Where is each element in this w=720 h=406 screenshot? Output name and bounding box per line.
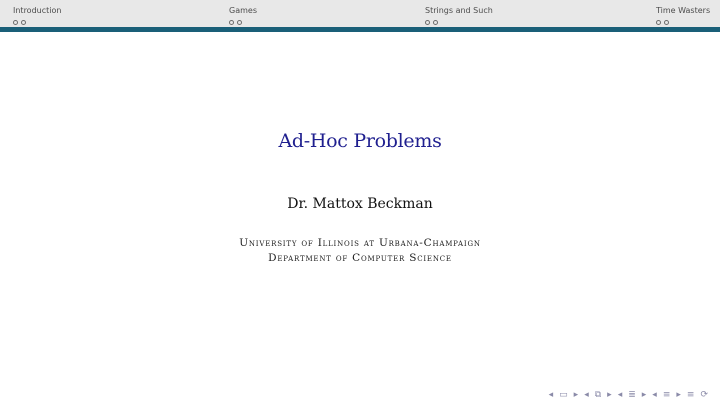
frame-dots — [425, 20, 493, 25]
next-arrow-icon[interactable]: ▸ — [641, 390, 647, 400]
prev-arrow-icon[interactable]: ◂ — [652, 390, 657, 400]
frame-dot[interactable] — [237, 20, 242, 25]
next-arrow-icon[interactable]: ▸ — [607, 390, 612, 400]
department-name: Department of Computer Science — [268, 252, 452, 264]
nav-section-time-wasters[interactable] — [656, 6, 710, 25]
prev-arrow-icon[interactable]: ◂ — [584, 390, 589, 400]
nav-section-label[interactable]: Games — [229, 6, 257, 15]
institution-name: University of Illinois at Urbana-Champaign — [239, 237, 481, 249]
nav-section-label[interactable]: Introduction — [13, 6, 62, 15]
nav-section-introduction[interactable] — [13, 6, 61, 25]
frame-dot[interactable] — [425, 20, 430, 25]
frame-dot[interactable] — [229, 20, 234, 25]
prev-arrow-icon[interactable]: ◂ — [548, 390, 554, 400]
header-accent-bar — [0, 27, 720, 32]
frame-dots — [13, 20, 61, 25]
slide-icon[interactable]: ≡ — [662, 390, 671, 400]
nav-section-label[interactable]: Time Wasters — [656, 6, 711, 15]
frame-dots — [229, 20, 257, 25]
nav-section-strings-and-such[interactable] — [425, 6, 493, 25]
next-arrow-icon[interactable]: ▸ — [573, 390, 579, 400]
slide-title: Ad-Hoc Problems — [278, 130, 442, 152]
frame-dot[interactable] — [656, 20, 661, 25]
title-block — [0, 130, 720, 152]
frame-dot[interactable] — [664, 20, 669, 25]
prev-arrow-icon[interactable]: ◂ — [617, 390, 623, 400]
frame-icon[interactable]: ▭ — [559, 390, 568, 400]
slide-author: Dr. Mattox Beckman — [287, 196, 433, 212]
frame-dot[interactable] — [433, 20, 438, 25]
section-icon[interactable]: ≣ — [628, 390, 636, 400]
search-icon[interactable]: ⟳ — [700, 390, 708, 400]
frame-dot[interactable] — [13, 20, 18, 25]
frame-dots — [656, 20, 710, 25]
section-nav-header — [0, 0, 720, 27]
next-arrow-icon[interactable]: ▸ — [676, 390, 681, 400]
beamer-navigation-controls — [549, 390, 708, 400]
subsection-icon[interactable]: ⧉ — [594, 390, 602, 400]
institution-block — [0, 236, 720, 266]
frame-dot[interactable] — [21, 20, 26, 25]
nav-section-label[interactable]: Strings and Such — [425, 6, 493, 15]
nav-section-games[interactable] — [229, 6, 257, 25]
toc-icon[interactable]: ≡ — [686, 390, 695, 400]
